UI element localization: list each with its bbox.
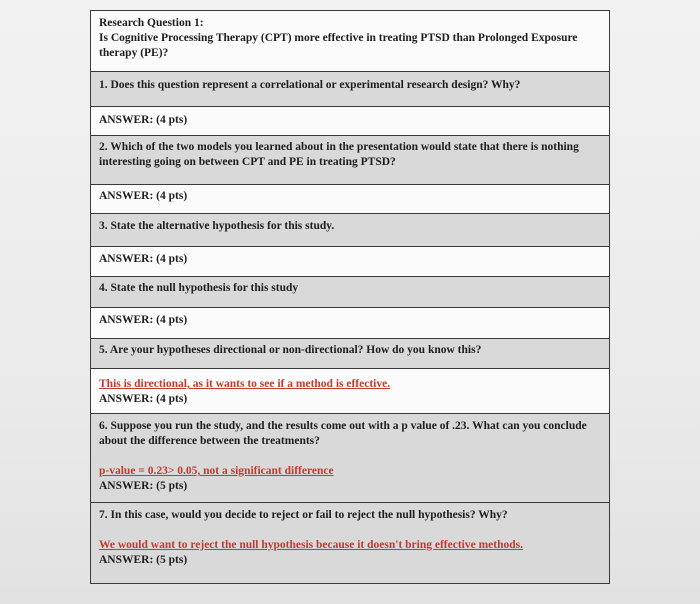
answer-5-label: ANSWER: (4 pts) (99, 393, 188, 405)
question-3: 3. State the alternative hypothesis for this study. (91, 214, 609, 247)
answer-3[interactable] (91, 247, 609, 277)
research-question-title: Research Question 1: (99, 17, 204, 29)
question-2: 2. Which of the two models you learned about in the presentation would state that there is nothing interesting going on between CPT and PE in treating PTSD? (91, 136, 609, 185)
question-1: 1. Does this question represent a correlational or experimental research design? Why? (91, 72, 609, 107)
answer-2-label: ANSWER: (4 pts) (99, 190, 188, 202)
question-6 (91, 414, 609, 503)
answer-3-label: ANSWER: (4 pts) (99, 253, 188, 265)
answer-4[interactable] (91, 308, 609, 339)
answer-1-label: ANSWER: (4 pts) (99, 114, 188, 126)
question-6-text: 6. Suppose you run the study, and the results come out with a p value of .23. What can you conclude about the difference between the treatments? (99, 420, 587, 447)
answer-5-response: This is directional, as it wants to see if a method is effective. (99, 378, 391, 390)
answer-1[interactable] (91, 107, 609, 136)
answer-4-label: ANSWER: (4 pts) (99, 314, 188, 326)
answer-7-response: We would want to reject the null hypothesis because it doesn't bring effective methods. (99, 539, 523, 551)
research-question-header (91, 11, 609, 72)
question-4: 4. State the null hypothesis for this study (91, 277, 609, 308)
question-7 (91, 503, 609, 584)
answer-7-label: ANSWER: (5 pts) (99, 554, 188, 566)
worksheet-table (90, 10, 610, 584)
answer-6-response: p-value = 0.23> 0.05, not a significant difference (99, 465, 334, 477)
answer-6-label: ANSWER: (5 pts) (99, 480, 188, 492)
answer-2[interactable] (91, 185, 609, 214)
research-question-text: Is Cognitive Processing Therapy (CPT) more effective in treating PTSD than Prolonged Exposure therapy (PE)? (99, 32, 578, 59)
answer-5[interactable] (91, 369, 609, 414)
question-5: 5. Are your hypotheses directional or non-directional? How do you know this? (91, 339, 609, 369)
question-7-text: 7. In this case, would you decide to reject or fail to reject the null hypothesis? Why? (99, 509, 508, 521)
